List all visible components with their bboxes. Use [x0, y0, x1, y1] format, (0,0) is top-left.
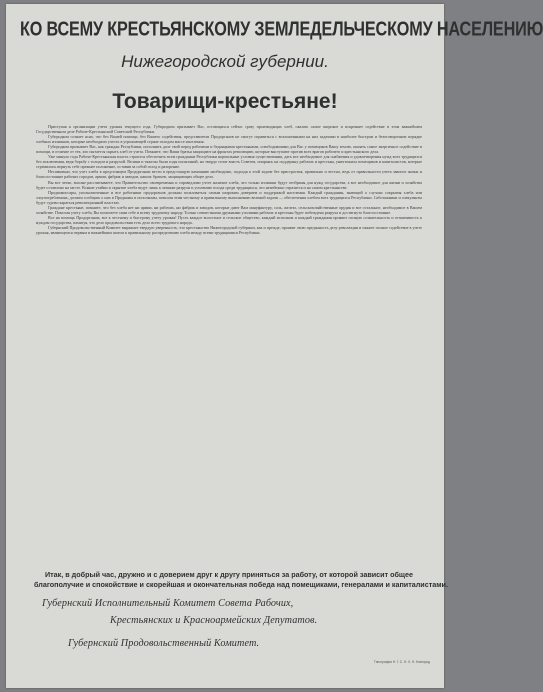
proclamation-sheet [6, 4, 543, 688]
body-paragraph: Все на помощь Продорганам, все к честному и быстрому учету урожая! Пусть каждое волостное и сельское общество, каждый исполком и каждый гражданин проявит полную сознательность и отзывчивость к нуждам государства, памятуя, что дело продовольствия есть дело всего трудового народа. [36, 214, 422, 225]
body-paragraph: Уже минуло года Рабоче-Крестьянская власть строится обеспечить всем гражданам Республики нормальные условия существования, дать все необходимое для снабжения и удовлетворения нужд всех трудящихся без исключения, ведя борьбу с голодом и разрухой. Велики и тяжелы были годы испытаний, но твердо стоит власть Советов, опираясь на поддержку рабочих и крестьян, уничтожила помещиков и капиталистов, которые стремились вернуть себе прежнее положение, оставив за собой голод и разорение. [36, 154, 422, 170]
body-paragraph: Губернский Продовольственный Комитет выражает твердую уверенность, что крестьянство Нижегородской губернии, как и прежде, проявит свою преданность делу революции и окажет полное содействие в учете урожая, являющемся первым и важнейшим шагом к правильному распределению хлеба между всеми трудящимися Республики. [36, 224, 422, 235]
body-paragraph: Губпродком призывает Вас, как граждан Республики, исполнить долг свой перед рабочими и бедняцкими крестьянами, освободившими для Вас у помещиков Вашу землю, оказать самое энергичное содействие в помощи, в отличие от тех, кто пытается скрыть хлеб от учета. Помните, что Ваши братья защищают на фронтах революцию, которые выступают против всех врагов рабочего и крестьянского дела. [36, 144, 422, 155]
body-paragraph: Вы все четко, вполне рассчитываете, что Правительство своевременно и справедливо учтет наличие хлеба, что только излишки будут отобраны для нужд государства, а все необходимое для жизни и хозяйства будет оставлено на месте. Всякие утайки и скрытие хлеба ведут лишь к затяжке разрухи и усилению голода среди трудящихся, что неизбежно отразится и на самом крестьянстве. [36, 179, 422, 190]
closing-line: Итак, в добрый час, дружно и с доверием друг к другу приняться за работу, от которой зависит общее [44, 570, 413, 579]
body-paragraph: Несомненно, что учет хлеба в предстоящем Продорганам вести в предстоящую кампанию необходимо, подходя к этой задаче без пристрастия, правильно и честно, ведь от правильности учета зависит жизнь и благосостояние рабочих городов, армии, фабрик и заводов, наших братьев, защищающих общее дело. [36, 169, 422, 180]
signature-executive-committee: Губернский Исполнительный Комитет Совета Рабочих, [42, 598, 294, 609]
printer-note: Типография Н. Г. С. Н. Х. Н. Новгород [373, 660, 430, 664]
body-paragraph: Губпродком сознает ясно, что без Вашей помощи, без Вашего содействия, представители Продорганов не смогут справиться с возложенными на них задачами в наиболее быстром и безоговорочном порядке хлебных излишков, которые необходимо учесть в угрожающей стране голодом массе населения. [36, 134, 422, 145]
province-subtitle: Нижегородской губернии. [121, 52, 329, 71]
body-paragraph: Приступая к организации учета урожая текущего года, Губпродком призывает Вас, остающихся сейчас сразу производящих хлеб, оказать самое широкое и искреннее содействие в этом важнейшем Государственном деле Рабоче-Крестьянской Советской Республики. [36, 124, 422, 135]
body-paragraph: Граждане крестьяне, помните, что без хлеба нет ни армии, ни рабочих, ни фабрик и заводов, которые дают Вам мануфактуру, соль, железо, сельскохозяйственные орудия и все остальное, необходимое в Вашем хозяйстве. Помогая учету хлеба, Вы помогаете сами себе и всему трудовому народу. Только совместными дружными усилиями рабочих и крестьян будет побеждена разруха и достигнуто благосостояние. [36, 204, 422, 215]
closing-statement [34, 570, 448, 589]
closing-line: благополучие и спокойствие и скорейшая и окончательная победа над помещиками, генералами и капиталистами. [34, 579, 448, 589]
body-paragraph: Продкомиссары, уполномоченные и все работники продорганов должны пользоваться самым широким доверием и поддержкой населения. Каждый гражданин, знающий о случаях сокрытия хлеба или злоупотреблениях, должен сообщать о них в Продкомы и исполкомы, помогая этим честному и правильному выполнению великой задачи — обеспечения хлебом всех трудящихся Республики. Саботажники и спекулянты будут сурово караться революционной властью. [36, 189, 422, 205]
signature-food-committee: Губернский Продовольственный Комитет. [68, 638, 260, 649]
proclamation-body [36, 124, 422, 570]
signature-deputies: Крестьянских и Красноармейских Депутатов. [110, 615, 318, 626]
proclamation-title: КО ВСЕМУ КРЕСТЬЯНСКОМУ ЗЕМЛЕДЕЛЬЧЕСКОМУ НАСЕЛЕНИЮ [20, 18, 543, 41]
appeal-heading: Товарищи-крестьяне! [112, 90, 338, 113]
